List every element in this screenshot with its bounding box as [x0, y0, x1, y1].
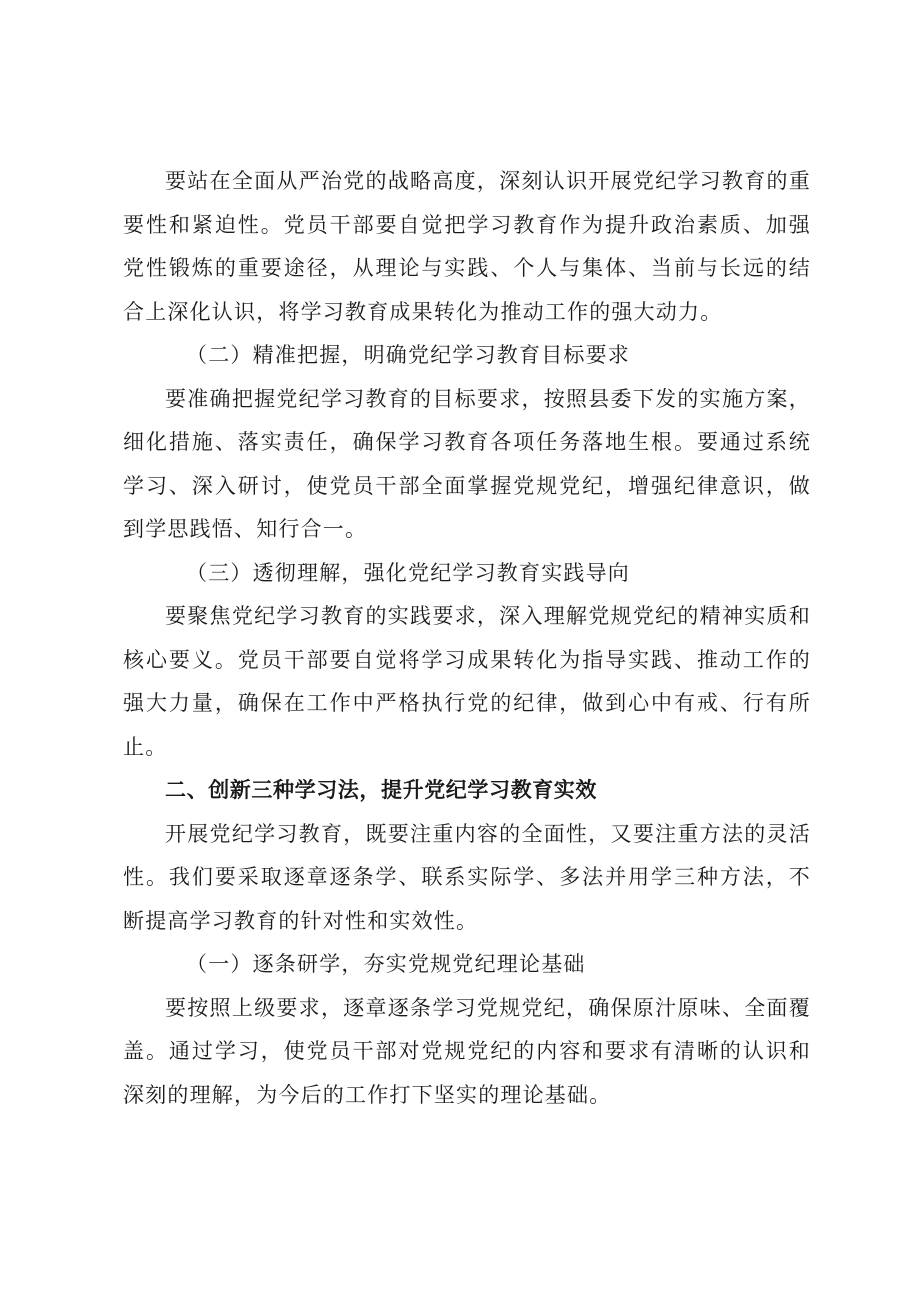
paragraph: 要聚焦党纪学习教育的实践要求，深入理解党规党纪的精神实质和核心要义。党员干部要自觉将学习成果转化为指导实践、推动工作的强大力量，确保在工作中严格执行党的纪律，做到心中有戒、行有所止。: [123, 604, 811, 759]
subheading: （三）透彻理解，强化党纪学习教育实践导向: [186, 560, 630, 585]
paragraph: 要按照上级要求，逐章逐条学习党规党纪，确保原汁原味、全面覆盖。通过学习，使党员干部对党规党纪的内容和要求有清晰的认识和深刻的理解，为今后的工作打下坚实的理论基础。: [123, 995, 811, 1107]
subheading: （一）逐条研学，夯实党规党纪理论基础: [186, 952, 586, 976]
section-heading: 二、创新三种学习法，提升党纪学习教育实效: [165, 778, 597, 802]
paragraph: 要站在全面从严治党的战略高度，深刻认识开展党纪学习教育的重要性和紧迫性。党员干部要自觉把学习教育作为提升政治素质、加强党性锻炼的重要途径，从理论与实践、个人与集体、当前与长远的结合上深化认识，将学习教育成果转化为推动工作的强大动力。: [123, 169, 811, 324]
subheading: （二）精准把握，明确党纪学习教育目标要求: [186, 343, 630, 367]
document-body: [123, 160, 811, 1117]
paragraph: 开展党纪学习教育，既要注重内容的全面性，又要注重方法的灵活性。我们要采取逐章逐条学、联系实际学、多法并用学三种方法，不断提高学习教育的针对性和实效性。: [123, 821, 811, 933]
paragraph: 要准确把握党纪学习教育的目标要求，按照县委下发的实施方案，细化措施、落实责任，确保学习教育各项任务落地生根。要通过系统学习、深入研讨，使党员干部全面掌握党规党纪，增强纪律意识，做到学思践悟、知行合一。: [123, 386, 811, 541]
